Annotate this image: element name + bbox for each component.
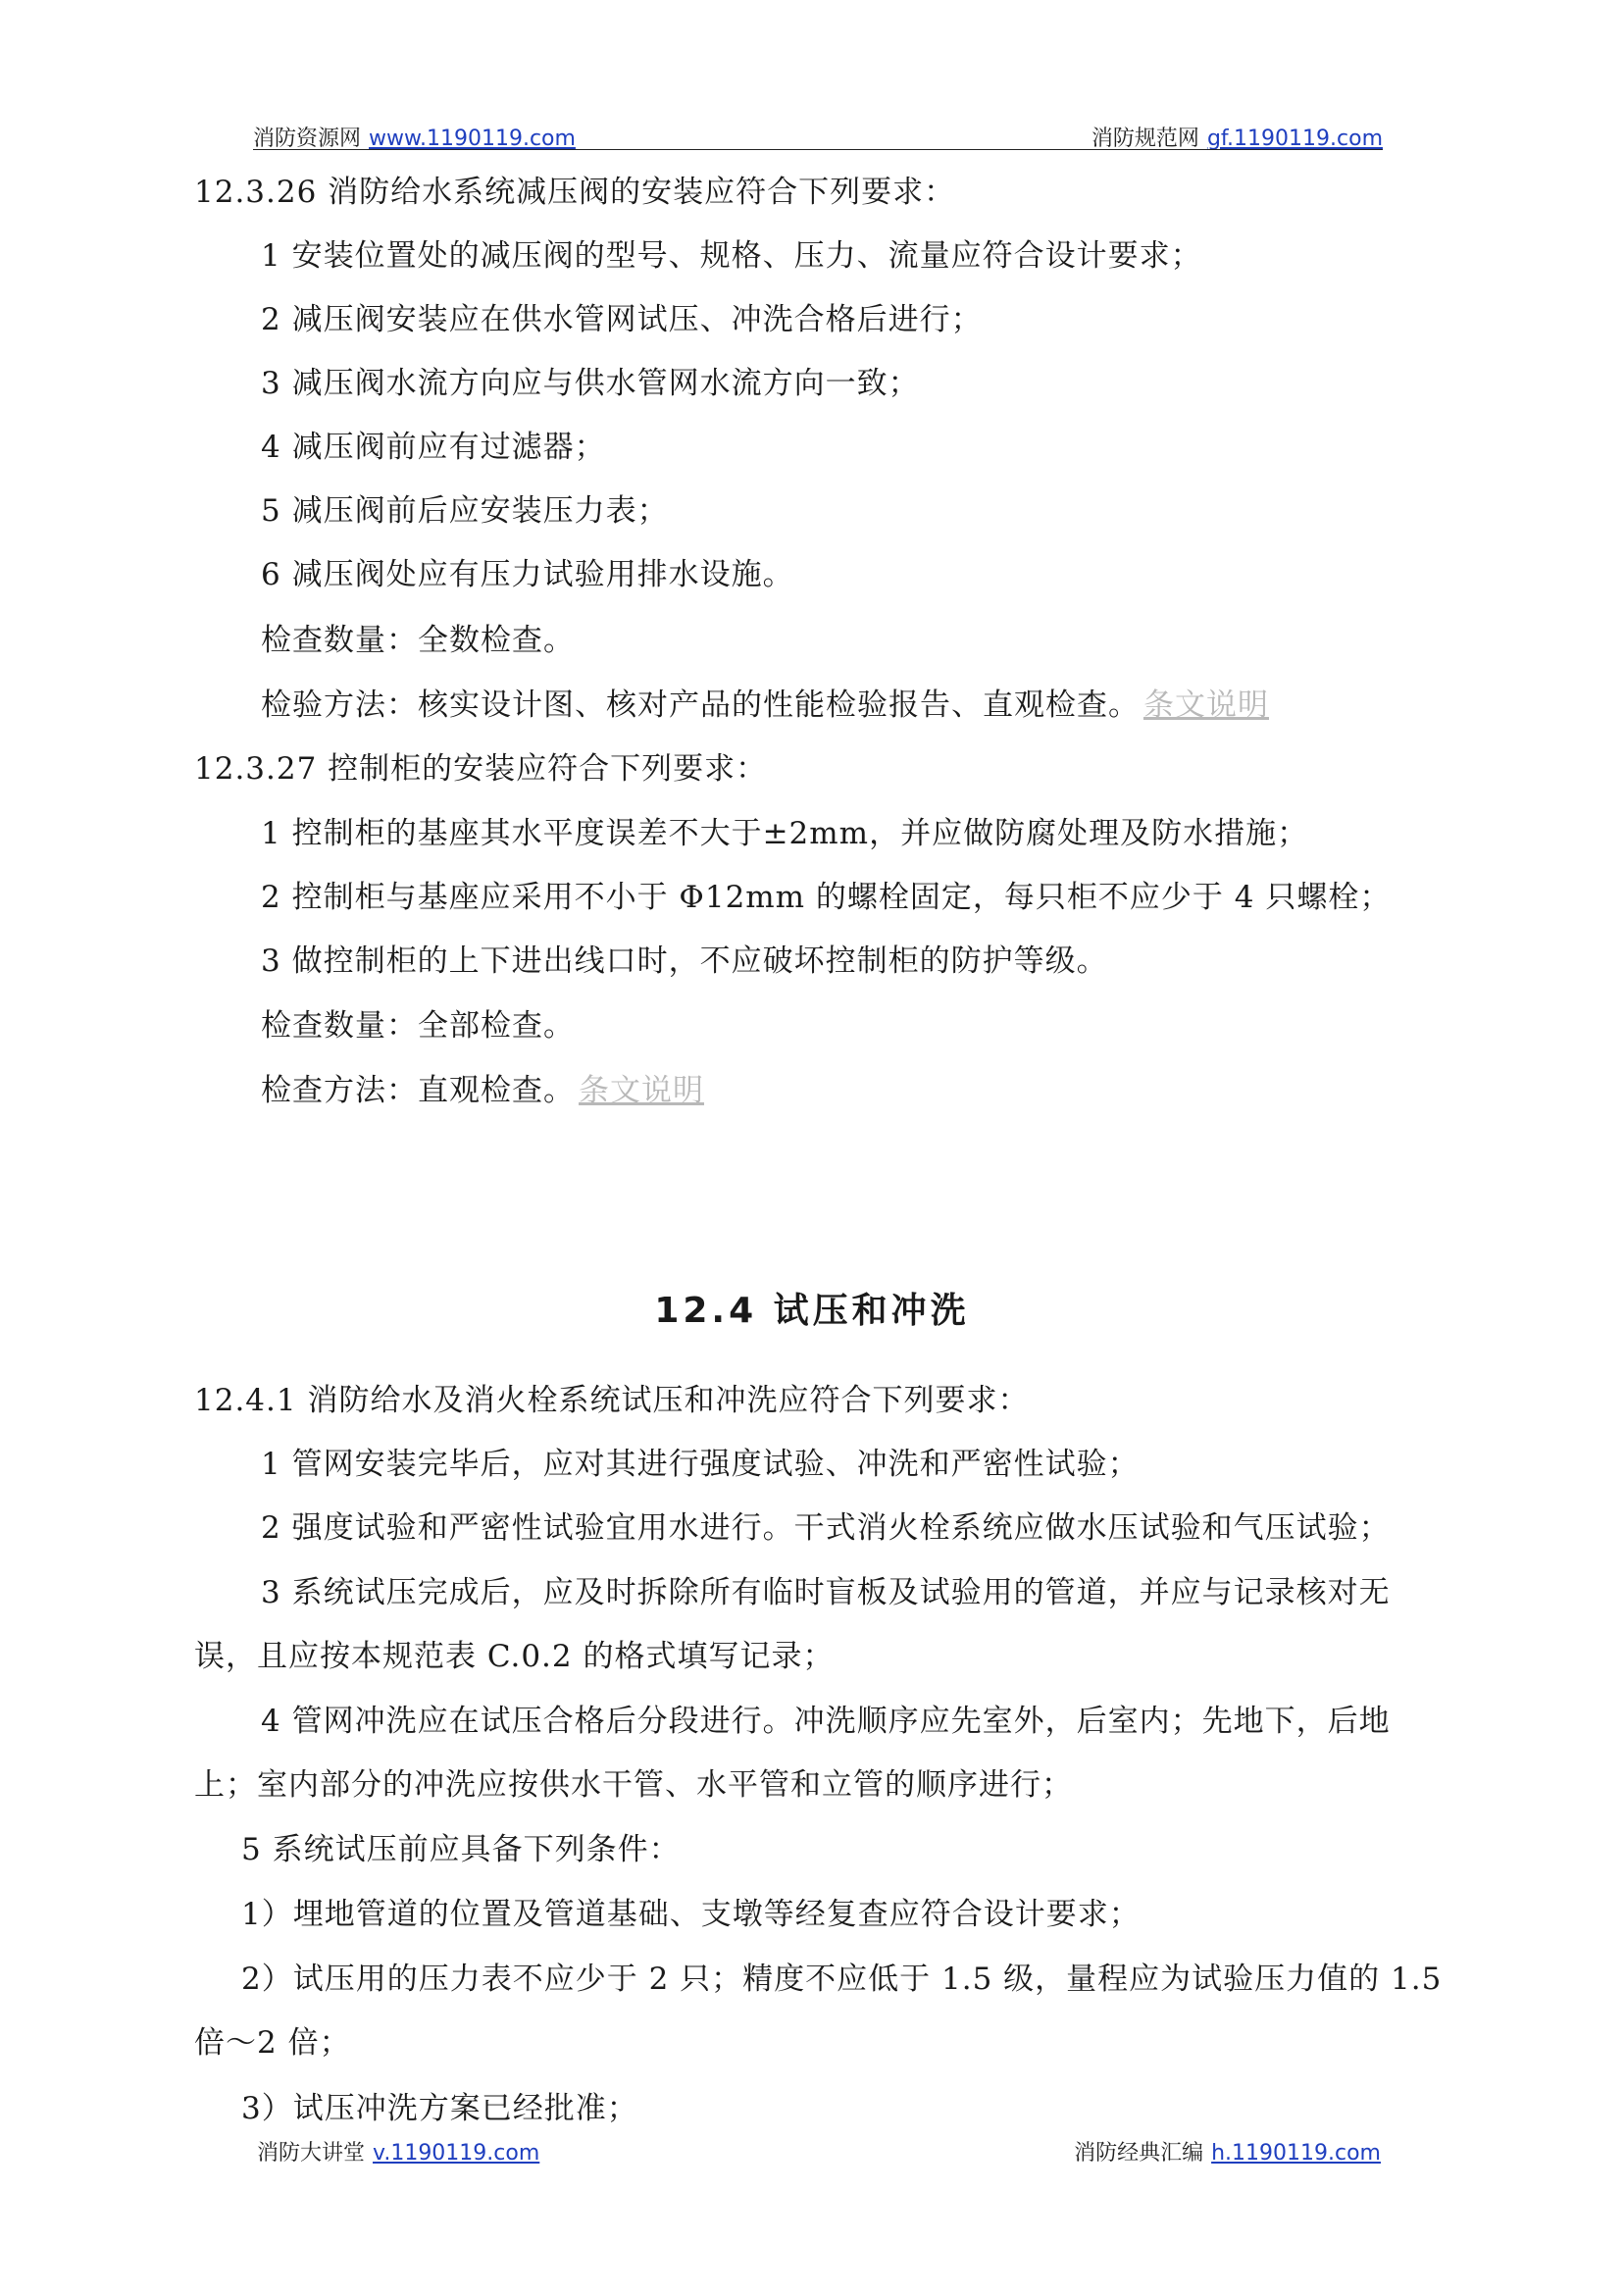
header-left: [253, 122, 576, 152]
clause-item: 1 控制柜的基座其水平度误差不大于±2mm，并应做防腐处理及防水措施；: [261, 816, 1309, 851]
clause-note-link[interactable]: 条文说明: [579, 1073, 704, 1108]
page-header: [253, 122, 1383, 151]
check-method-text: 检验方法：核实设计图、核对产品的性能检验报告、直观检查。: [261, 688, 1140, 723]
clause-12-3-27: 12.3.27 控制柜的安装应符合下列要求：: [194, 751, 768, 787]
header-right-link[interactable]: gf.1190119.com: [1206, 127, 1383, 151]
clause-item: 2 控制柜与基座应采用不小于 Φ12mm 的螺栓固定，每只柜不应少于 4 只螺栓；: [261, 880, 1392, 915]
sub-item: 2）试压用的压力表不应少于 2 只；精度不应低于 1.5 级，量程应为试验压力值的 1.5: [241, 1962, 1443, 1997]
clause-item: 5 系统试压前应具备下列条件：: [241, 1832, 681, 1867]
header-right-label: 消防规范网: [1091, 127, 1199, 151]
footer-left-label: 消防大讲堂: [257, 2141, 366, 2166]
sub-item: 1）埋地管道的位置及管道基础、支墩等经复查应符合设计要求；: [241, 1897, 1141, 1932]
header-left-link[interactable]: www.1190119.com: [369, 127, 576, 151]
clause-12-3-26: 12.3.26 消防给水系统减压阀的安装应符合下列要求：: [194, 175, 956, 210]
section-title: 12.4 试压和冲洗: [654, 1291, 970, 1331]
clause-item: 2 减压阀安装应在供水管网试压、冲洗合格后进行；: [261, 302, 983, 337]
clause-item: 3 系统试压完成后，应及时拆除所有临时盲板及试验用的管道，并应与记录核对无: [261, 1575, 1391, 1610]
check-method: [261, 686, 1269, 725]
page-footer: [257, 2136, 1381, 2166]
check-quantity: 检查数量：全部检查。: [261, 1008, 575, 1044]
clause-item-cont: 误，且应按本规范表 C.0.2 的格式填写记录；: [194, 1639, 835, 1674]
clause-item: 6 减压阀处应有压力试验用排水设施。: [261, 557, 794, 592]
footer-right-label: 消防经典汇编: [1074, 2141, 1204, 2166]
clause-item: 4 减压阀前应有过滤器；: [261, 430, 606, 465]
footer-left: [257, 2136, 539, 2167]
clause-item: 3 减压阀水流方向应与供水管网水流方向一致；: [261, 366, 920, 401]
sub-item: 3）试压冲洗方案已经批准；: [241, 2091, 638, 2126]
footer-left-link[interactable]: v.1190119.com: [373, 2141, 540, 2166]
clause-item: 1 管网安装完毕后，应对其进行强度试验、冲洗和严密性试验；: [261, 1447, 1140, 1482]
clause-note-link[interactable]: 条文说明: [1143, 688, 1269, 723]
clause-item: 1 安装位置处的减压阀的型号、规格、压力、流量应符合设计要求；: [261, 238, 1202, 274]
clause-item: 4 管网冲洗应在试压合格后分段进行。冲洗顺序应先室外，后室内；先地下，后地: [261, 1704, 1391, 1739]
clause-item: 2 强度试验和严密性试验宜用水进行。干式消火栓系统应做水压试验和气压试验；: [261, 1510, 1391, 1546]
check-method-text: 检查方法：直观检查。: [261, 1073, 575, 1108]
header-rule: [253, 149, 1383, 150]
sub-item-cont: 倍～2 倍；: [194, 2025, 351, 2061]
clause-item: 3 做控制柜的上下进出线口时，不应破坏控制柜的防护等级。: [261, 943, 1108, 979]
clause-item: 5 减压阀前后应安装压力表；: [261, 493, 669, 529]
clause-item-cont: 上；室内部分的冲洗应按供水干管、水平管和立管的顺序进行；: [194, 1767, 1073, 1803]
check-quantity: 检查数量：全数检查。: [261, 623, 575, 658]
header-right: [1091, 122, 1383, 152]
footer-right-link[interactable]: h.1190119.com: [1211, 2141, 1381, 2166]
clause-12-4-1: 12.4.1 消防给水及消火栓系统试压和冲洗应符合下列要求：: [194, 1383, 1030, 1418]
footer-right: [1074, 2136, 1381, 2167]
header-left-label: 消防资源网: [253, 127, 362, 151]
check-method: [261, 1071, 704, 1110]
